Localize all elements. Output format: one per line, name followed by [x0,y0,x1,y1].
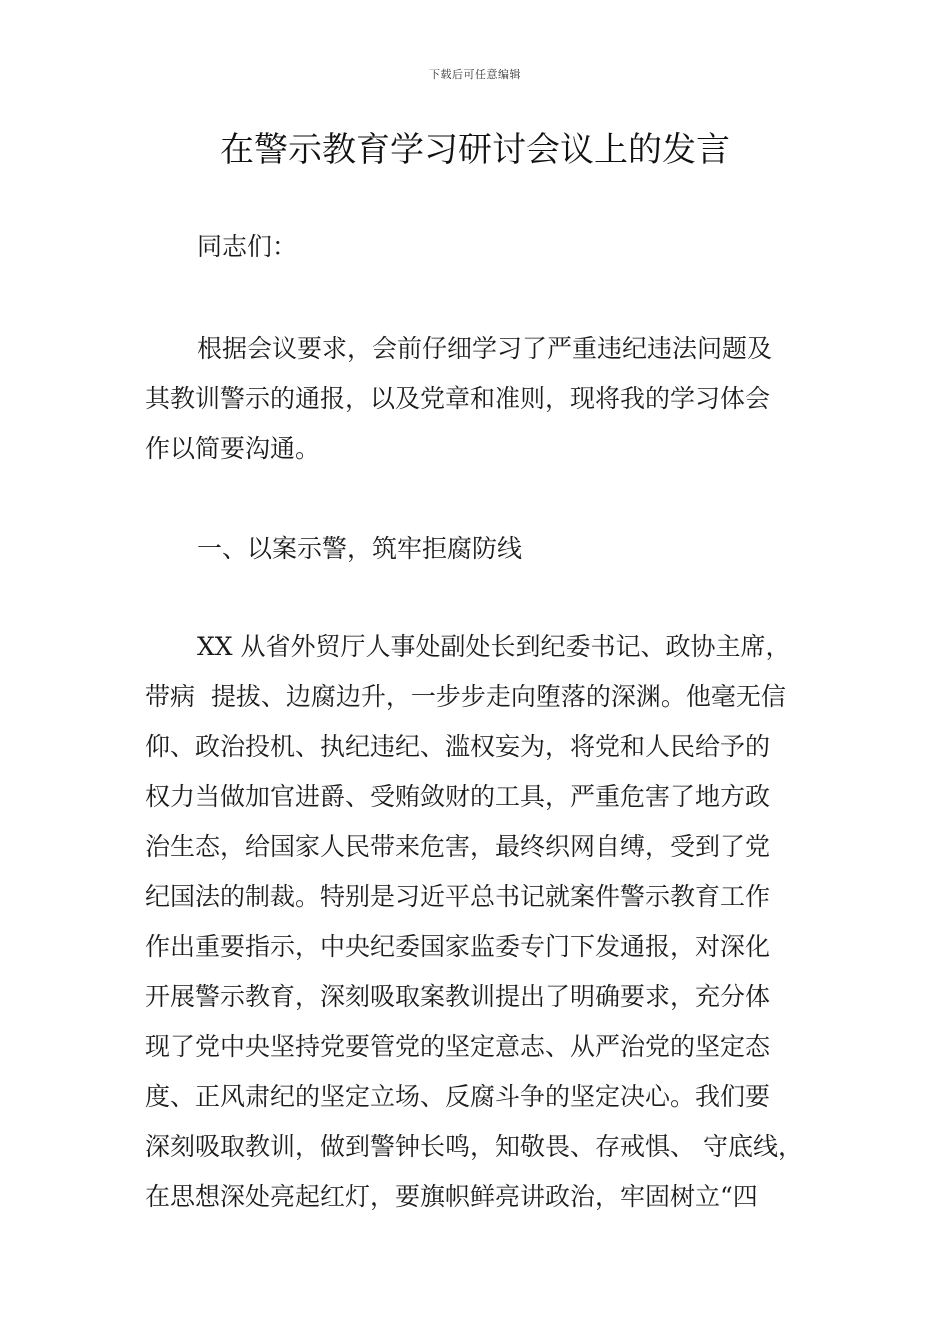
page-title: 在警示教育学习研讨会议上的发言 [220,130,730,170]
paragraph-line: 作以简要沟通。 [145,434,321,463]
greeting [145,222,810,272]
paragraph-line: 作出重要指示，中央纪委国家监委专门下发通报，对深化 [145,932,771,961]
paragraph-line: 根据会议要求，会前仔细学习了严重违纪违法问题及 [197,334,773,363]
paragraph-line: 治生态，给国家人民带来危害，最终织网自缚，受到了党 [145,832,771,861]
paragraph-line: 其教训警示的通报，以及党章和准则，现将我的学习体会 [145,384,771,413]
paragraph-line: 权力当做加官进爵、受贿敛财的工具，严重危害了地方政 [145,782,771,811]
paragraph-line: 开展警示教育，深刻吸取案教训提出了明确要求，充分体 [145,982,771,1011]
greeting-text: 同志们： [197,232,298,261]
section-heading [145,524,810,574]
paragraph-line: 在思想深处亮起红灯，要旗帜鲜亮讲政治，牢固树立“四 [145,1182,758,1211]
paragraph-line: 带病 提拔、边腐边升，一步步走向堕落的深渊。他毫无信 [145,682,786,711]
watermark-header: 下载后可任意编辑 [429,68,521,81]
paragraph-line: 仰、政治投机、执纪违纪、滥权妄为，将党和人民给予的 [145,732,771,761]
paragraph-line: XX 从省外贸厅人事处副处长到纪委书记、政协主席， [197,632,791,661]
section-heading-text: 一、以案示警，筑牢拒腐防线 [197,534,523,563]
paragraph-case [145,622,810,1222]
paragraph-intro [145,324,810,474]
paragraph-line: 纪国法的制裁。特别是习近平总书记就案件警示教育工作 [145,882,771,911]
paragraph-line: 现了党中央坚持党要管党的坚定意志、从严治党的坚定态 [145,1032,771,1061]
paragraph-line: 度、正风肃纪的坚定立场、反腐斗争的坚定决心。我们要 [145,1082,771,1111]
paragraph-line: 深刻吸取教训，做到警钟长鸣，知敬畏、存戒惧、 守底线， [145,1132,803,1161]
